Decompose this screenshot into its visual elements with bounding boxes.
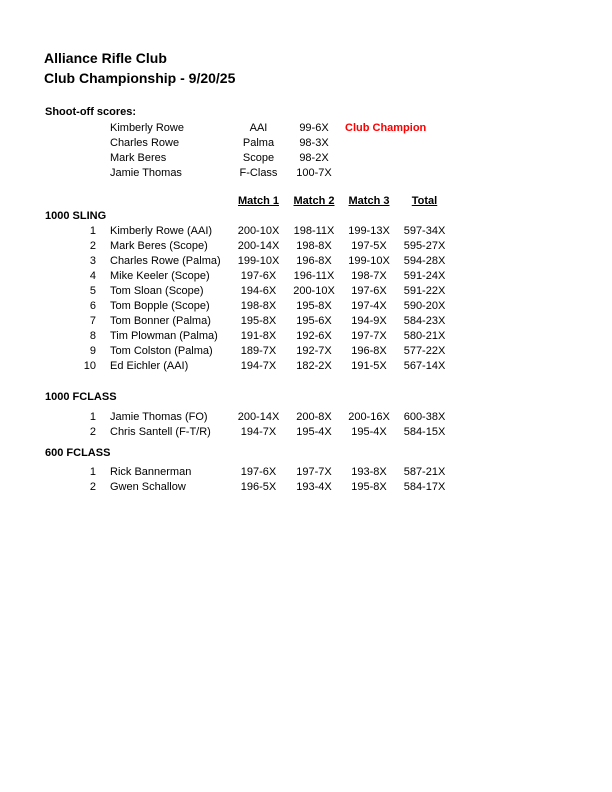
table-row xyxy=(0,269,612,284)
match2-score: 192-6X xyxy=(296,330,332,342)
match3-score: 194-9X xyxy=(351,315,387,327)
match2-score: 200-10X xyxy=(293,285,335,297)
match2-score: 193-4X xyxy=(296,481,332,493)
table-row xyxy=(0,480,612,495)
competitor-name: Ed Eichler (AAI) xyxy=(110,360,189,372)
competitor-name: Kimberly Rowe (AAI) xyxy=(110,225,213,237)
match3-score: 198-7X xyxy=(351,270,387,282)
match1-score: 189-7X xyxy=(240,345,277,357)
club-champion-note: Club Champion xyxy=(345,122,427,134)
shootoff-row xyxy=(0,121,612,136)
competitor-name: Chris Santell (F-T/R) xyxy=(110,426,211,438)
competitor-name: Tom Colston (Palma) xyxy=(110,345,213,357)
section-heading-1000-sling xyxy=(0,209,612,224)
page-subtitle: Club Championship - 9/20/25 xyxy=(44,70,236,86)
match1-score: 191-8X xyxy=(240,330,277,342)
match1-score: 199-10X xyxy=(237,255,280,267)
table-row xyxy=(0,359,612,374)
match3-score: 199-13X xyxy=(348,225,390,237)
competitor-name: Tim Plowman (Palma) xyxy=(110,330,218,342)
table-row xyxy=(0,299,612,314)
total-score: 567-14X xyxy=(403,360,446,372)
match3-score: 193-8X xyxy=(351,466,387,478)
competitor-name: Rick Bannerman xyxy=(110,466,192,478)
match3-score: 197-7X xyxy=(351,330,387,342)
total-score: 577-22X xyxy=(403,345,446,357)
section-title: 1000 FCLASS xyxy=(45,391,117,403)
shooter-name: Jamie Thomas xyxy=(110,167,182,179)
shooter-class: AAI xyxy=(249,122,268,134)
match1-score: 200-14X xyxy=(237,411,280,423)
total-score: 591-24X xyxy=(403,270,446,282)
table-row xyxy=(0,410,612,425)
shootoff-row xyxy=(0,136,612,151)
total-score: 590-20X xyxy=(403,300,446,312)
match3-score: 195-8X xyxy=(351,481,387,493)
table-row xyxy=(0,284,612,299)
match3-score: 197-4X xyxy=(351,300,387,312)
competitor-name: Gwen Schallow xyxy=(110,481,186,493)
section-title: 600 FCLASS xyxy=(45,447,111,459)
table-row xyxy=(0,239,612,254)
match3-score: 197-6X xyxy=(351,285,387,297)
table-row xyxy=(0,425,612,440)
column-header-match2: Match 2 xyxy=(293,195,335,207)
rank: 5 xyxy=(89,285,96,297)
table-row xyxy=(0,314,612,329)
results-header-row xyxy=(0,194,612,209)
match1-score: 194-7X xyxy=(240,360,277,372)
shootoff-score: 98-3X xyxy=(299,137,329,149)
rank: 2 xyxy=(89,240,96,252)
table-row xyxy=(0,344,612,359)
match2-score: 197-7X xyxy=(296,466,332,478)
rank: 2 xyxy=(89,481,96,493)
match1-score: 197-6X xyxy=(240,270,277,282)
rank: 2 xyxy=(89,426,96,438)
shooter-name: Charles Rowe xyxy=(110,137,180,149)
shooter-class: F-Class xyxy=(239,167,278,179)
total-score: 584-23X xyxy=(403,315,446,327)
rank: 9 xyxy=(89,345,96,357)
total-score: 595-27X xyxy=(403,240,446,252)
total-score: 580-21X xyxy=(403,330,446,342)
total-score: 597-34X xyxy=(403,225,446,237)
match2-score: 198-8X xyxy=(296,240,332,252)
match2-score: 195-6X xyxy=(296,315,332,327)
column-header-match1: Match 1 xyxy=(238,195,279,207)
rank: 8 xyxy=(89,330,96,342)
shootoff-score: 100-7X xyxy=(296,167,332,179)
rank: 1 xyxy=(89,466,96,478)
shootoff-section xyxy=(0,105,612,120)
match2-score: 196-8X xyxy=(296,255,332,267)
match2-score: 196-11X xyxy=(293,270,335,282)
match2-score: 198-11X xyxy=(293,225,335,237)
total-score: 584-15X xyxy=(403,426,446,438)
rank: 4 xyxy=(89,270,96,282)
shootoff-row xyxy=(0,151,612,166)
rank: 6 xyxy=(89,300,96,312)
match2-score: 182-2X xyxy=(296,360,332,372)
match1-score: 194-7X xyxy=(240,426,277,438)
match1-score: 196-5X xyxy=(240,481,277,493)
shooter-class: Scope xyxy=(242,152,275,164)
section-title: 1000 SLING xyxy=(45,210,107,222)
match2-score: 195-4X xyxy=(296,426,332,438)
shooter-class: Palma xyxy=(242,137,275,149)
rank: 10 xyxy=(83,360,96,372)
shootoff-row xyxy=(0,166,612,181)
match1-score: 194-6X xyxy=(240,285,277,297)
total-score: 594-28X xyxy=(403,255,446,267)
total-score: 600-38X xyxy=(403,411,446,423)
competitor-name: Jamie Thomas (FO) xyxy=(110,411,208,423)
match1-score: 195-8X xyxy=(240,315,277,327)
shootoff-score: 98-2X xyxy=(299,152,329,164)
shootoff-score: 99-6X xyxy=(299,122,329,134)
match3-score: 199-10X xyxy=(348,255,390,267)
total-score: 587-21X xyxy=(403,466,446,478)
match3-score: 197-5X xyxy=(351,240,387,252)
rank: 3 xyxy=(89,255,96,267)
total-score: 591-22X xyxy=(403,285,446,297)
page-title: Alliance Rifle Club xyxy=(44,50,167,66)
shootoff-heading: Shoot-off scores: xyxy=(45,106,137,118)
column-header-total: Total xyxy=(411,195,438,207)
match3-score: 196-8X xyxy=(351,345,387,357)
table-row xyxy=(0,329,612,344)
match3-score: 191-5X xyxy=(351,360,387,372)
competitor-name: Mark Beres (Scope) xyxy=(110,240,208,252)
table-row xyxy=(0,254,612,269)
section-heading-600-fclass xyxy=(0,446,612,461)
match2-score: 200-8X xyxy=(296,411,332,423)
section-heading-1000-fclass xyxy=(0,390,612,405)
match1-score: 200-14X xyxy=(237,240,280,252)
shooter-name: Mark Beres xyxy=(110,152,167,164)
match2-score: 192-7X xyxy=(296,345,332,357)
total-score: 584-17X xyxy=(403,481,446,493)
match2-score: 195-8X xyxy=(296,300,332,312)
match3-score: 195-4X xyxy=(351,426,387,438)
table-row xyxy=(0,224,612,239)
match1-score: 200-10X xyxy=(237,225,280,237)
rank: 7 xyxy=(89,315,96,327)
competitor-name: Tom Bopple (Scope) xyxy=(110,300,210,312)
table-row xyxy=(0,465,612,480)
match1-score: 197-6X xyxy=(240,466,277,478)
rank: 1 xyxy=(89,225,96,237)
competitor-name: Mike Keeler (Scope) xyxy=(110,270,210,282)
match1-score: 198-8X xyxy=(240,300,277,312)
competitor-name: Tom Bonner (Palma) xyxy=(110,315,211,327)
column-header-match3: Match 3 xyxy=(348,195,390,207)
rank: 1 xyxy=(89,411,96,423)
competitor-name: Charles Rowe (Palma) xyxy=(110,255,221,267)
shooter-name: Kimberly Rowe xyxy=(110,122,184,134)
competitor-name: Tom Sloan (Scope) xyxy=(110,285,204,297)
match3-score: 200-16X xyxy=(348,411,390,423)
